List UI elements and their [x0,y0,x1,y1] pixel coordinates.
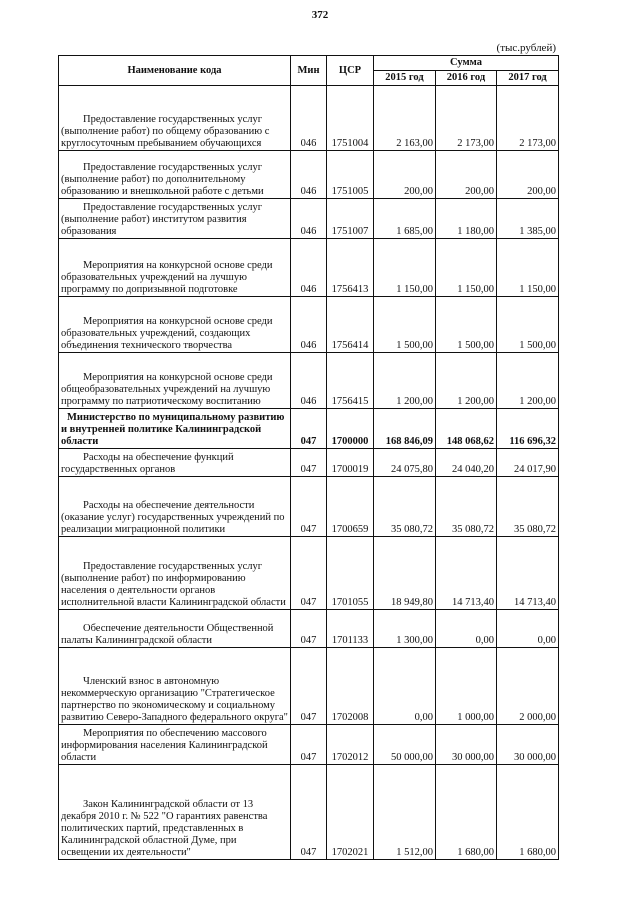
row-amount-2017: 1 680,00 [497,765,559,860]
row-amount-2017: 116 696,32 [497,409,559,449]
row-name-cell: Расходы на обеспечение деятельности (оказание услуг) государственных учреждений по реализации миграционной политики [59,477,291,537]
row-amount-2015: 200,00 [374,151,436,199]
table-row [59,477,559,537]
row-amount-2015: 2 163,00 [374,86,436,151]
row-name-cell: Мероприятия по обеспечению массового информирования населения Калининградской области [59,725,291,765]
row-amount-2016: 1 680,00 [436,765,497,860]
row-csr-cell: 1702008 [327,648,374,725]
row-amount-2017: 0,00 [497,610,559,648]
row-csr-cell: 1702012 [327,725,374,765]
row-amount-2015: 1 300,00 [374,610,436,648]
row-amount-2016: 14 713,40 [436,537,497,610]
row-csr-cell: 1756414 [327,297,374,353]
row-amount-2016: 1 500,00 [436,297,497,353]
row-min-cell: 047 [291,765,327,860]
row-csr-cell: 1700019 [327,449,374,477]
row-amount-2017: 14 713,40 [497,537,559,610]
table-row [59,239,559,297]
row-amount-2015: 1 500,00 [374,297,436,353]
row-amount-2015: 35 080,72 [374,477,436,537]
units-label: (тыс.рублей) [496,42,556,54]
row-amount-2017: 1 150,00 [497,239,559,297]
row-amount-2017: 2 173,00 [497,86,559,151]
row-amount-2017: 1 385,00 [497,199,559,239]
row-name-cell: Мероприятия на конкурсной основе среди образовательных учреждений, создающих объединения технического творчества [59,297,291,353]
row-amount-2015: 1 150,00 [374,239,436,297]
row-amount-2016: 2 173,00 [436,86,497,151]
row-amount-2015: 1 685,00 [374,199,436,239]
row-amount-2015: 24 075,80 [374,449,436,477]
row-amount-2016: 200,00 [436,151,497,199]
row-csr-cell: 1751004 [327,86,374,151]
header-name: Наименование кода [59,56,291,86]
table-row [59,648,559,725]
row-amount-2016: 1 180,00 [436,199,497,239]
row-amount-2015: 1 512,00 [374,765,436,860]
row-amount-2017: 24 017,90 [497,449,559,477]
table-row [59,610,559,648]
row-amount-2016: 24 040,20 [436,449,497,477]
row-name-cell: Мероприятия на конкурсной основе среди образовательных учреждений на лучшую программу по допризывной подготовке [59,239,291,297]
row-name-cell: Предоставление государственных услуг (выполнение работ) институтом развития образования [59,199,291,239]
row-min-cell: 046 [291,297,327,353]
row-csr-cell: 1701133 [327,610,374,648]
table-row [59,353,559,409]
row-amount-2015: 0,00 [374,648,436,725]
row-csr-cell: 1751007 [327,199,374,239]
row-amount-2017: 2 000,00 [497,648,559,725]
row-amount-2016: 0,00 [436,610,497,648]
row-amount-2016: 30 000,00 [436,725,497,765]
row-name-cell: Предоставление государственных услуг (выполнение работ) по общему образованию с круглосуточным пребыванием обучающихся [59,86,291,151]
table-row [59,765,559,860]
row-amount-2015: 50 000,00 [374,725,436,765]
row-amount-2015: 168 846,09 [374,409,436,449]
table-row [59,409,559,449]
row-amount-2016: 1 200,00 [436,353,497,409]
row-amount-2016: 1 000,00 [436,648,497,725]
row-min-cell: 046 [291,86,327,151]
row-amount-2016: 148 068,62 [436,409,497,449]
table-row [59,297,559,353]
row-min-cell: 047 [291,449,327,477]
row-min-cell: 047 [291,409,327,449]
row-name-cell: Предоставление государственных услуг (выполнение работ) по дополнительному образованию и внешкольной работе с детьми [59,151,291,199]
table-row [59,199,559,239]
row-min-cell: 047 [291,725,327,765]
row-name-cell: Министерство по муниципальному развитию и внутренней политике Калининградской области [59,409,291,449]
row-csr-cell: 1700000 [327,409,374,449]
row-amount-2017: 35 080,72 [497,477,559,537]
row-csr-cell: 1756415 [327,353,374,409]
table-row [59,537,559,610]
row-min-cell: 046 [291,151,327,199]
budget-table [58,55,559,860]
row-min-cell: 046 [291,353,327,409]
header-sum: Сумма [374,56,559,71]
row-csr-cell: 1756413 [327,239,374,297]
row-min-cell: 047 [291,477,327,537]
row-amount-2017: 200,00 [497,151,559,199]
row-min-cell: 046 [291,199,327,239]
header-year-2016: 2016 год [436,71,497,86]
header-min: Мин [291,56,327,86]
page-number: 372 [311,9,329,21]
row-amount-2015: 1 200,00 [374,353,436,409]
row-csr-cell: 1751005 [327,151,374,199]
table-row [59,151,559,199]
row-name-cell: Обеспечение деятельности Общественной палаты Калининградской области [59,610,291,648]
header-year-2015: 2015 год [374,71,436,86]
header-csr: ЦСР [327,56,374,86]
table-row [59,449,559,477]
table-row [59,725,559,765]
row-name-cell: Мероприятия на конкурсной основе среди общеобразовательных учреждений на лучшую программу по патриотическому воспитанию [59,353,291,409]
row-name-cell: Расходы на обеспечение функций государственных органов [59,449,291,477]
row-name-cell: Закон Калининградской области от 13 декабря 2010 г. № 522 "О гарантиях равенства политических партий, представленных в Калининградской областной Думе, при освещении их деятельности" [59,765,291,860]
row-amount-2016: 1 150,00 [436,239,497,297]
row-amount-2016: 35 080,72 [436,477,497,537]
table-body [59,86,559,860]
row-name-cell: Предоставление государственных услуг (выполнение работ) по информированию населения о деятельности органов исполнительной власти Калининградской области [59,537,291,610]
row-amount-2017: 1 500,00 [497,297,559,353]
table-row [59,86,559,151]
row-amount-2017: 30 000,00 [497,725,559,765]
row-min-cell: 047 [291,648,327,725]
row-min-cell: 046 [291,239,327,297]
row-name-cell: Членский взнос в автономную некоммерческую организацию "Стратегическое партнерство по экономическому и социальному развитию Северо-Западного федерального округа" [59,648,291,725]
row-csr-cell: 1700659 [327,477,374,537]
row-min-cell: 047 [291,537,327,610]
row-csr-cell: 1701055 [327,537,374,610]
row-csr-cell: 1702021 [327,765,374,860]
row-min-cell: 047 [291,610,327,648]
row-amount-2017: 1 200,00 [497,353,559,409]
header-year-2017: 2017 год [497,71,559,86]
row-amount-2015: 18 949,80 [374,537,436,610]
